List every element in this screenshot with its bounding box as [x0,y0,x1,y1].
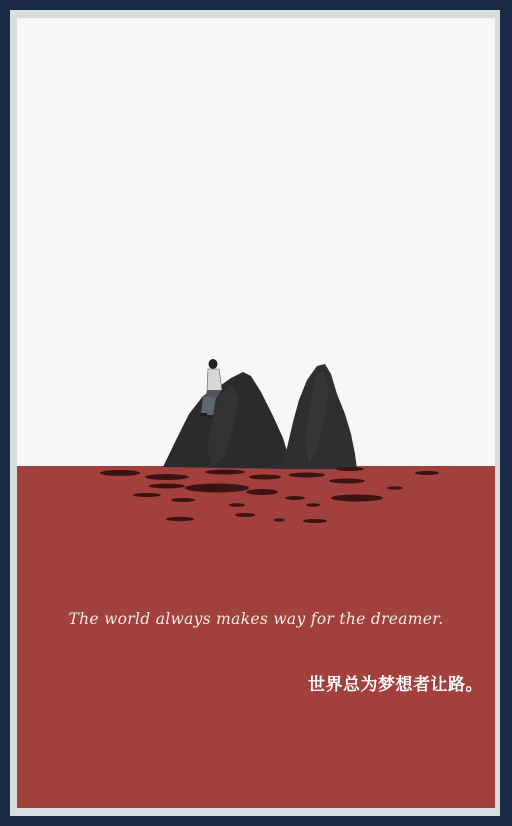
ground-pits [100,467,439,523]
chinese-quote: 世界总为梦想者让路。 [308,675,483,695]
english-quote: The world always makes way for the dreamer. [68,610,444,628]
poster [17,18,495,808]
